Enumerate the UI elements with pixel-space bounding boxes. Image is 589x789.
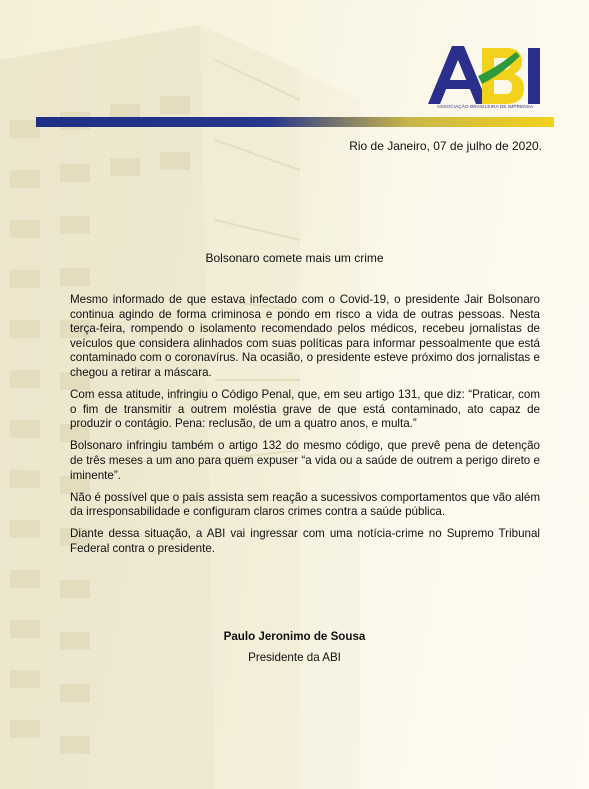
letter-title: Bolsonaro comete mais um crime: [205, 251, 384, 265]
letter-body: [70, 293, 540, 564]
abi-logo: [424, 42, 544, 122]
paragraph: Com essa atitude, infringiu o Código Penal, que, em seu artigo 131, que diz: “Praticar, com o fim de transmitir a outrem moléstia grave de que está contaminado, ato capaz de produzir o contágio. Pena: reclusão, de um a quatro anos, e multa.”: [70, 388, 540, 431]
signature-block: [0, 630, 589, 664]
paragraph: Diante dessa situação, a ABI vai ingressar com uma notícia-crime no Supremo Tribunal Federal contra o presidente.: [70, 527, 540, 555]
date-line: Rio de Janeiro, 07 de julho de 2020.: [349, 139, 542, 153]
signatory-name: Paulo Jeronimo de Sousa: [223, 630, 366, 643]
paragraph: Não é possível que o país assista sem reação a sucessivos comportamentos que vão além da irresponsabilidade e configuram claros crimes contra a saúde pública.: [70, 490, 540, 519]
paragraph: Mesmo informado de que estava infectado com o Covid-19, o presidente Jair Bolsonaro continua agindo de forma criminosa e pondo em risco a vida de outras pessoas. Nesta terça-feira, rompendo o isolamento recomendado pelos médicos, recebeu jornalistas de veículos que considera alinhados com suas políticas para informar pessoalmente que está contaminado com o coronavírus. Na ocasião, o presidente esteve próximo dos jornalistas e chegou a retirar a máscara.: [70, 293, 540, 379]
paragraph: Bolsonaro infringiu também o artigo 132 do mesmo código, que prevê pena de detenção de três meses a um ano para quem expuser “a vida ou a saúde de outrem a perigo direto e iminente”.: [70, 439, 540, 482]
signatory-role: Presidente da ABI: [248, 651, 341, 664]
logo-tagline: ASSOCIAÇÃO BRASILEIRA DE IMPRENSA: [436, 104, 534, 109]
header-color-bar: [36, 117, 554, 127]
